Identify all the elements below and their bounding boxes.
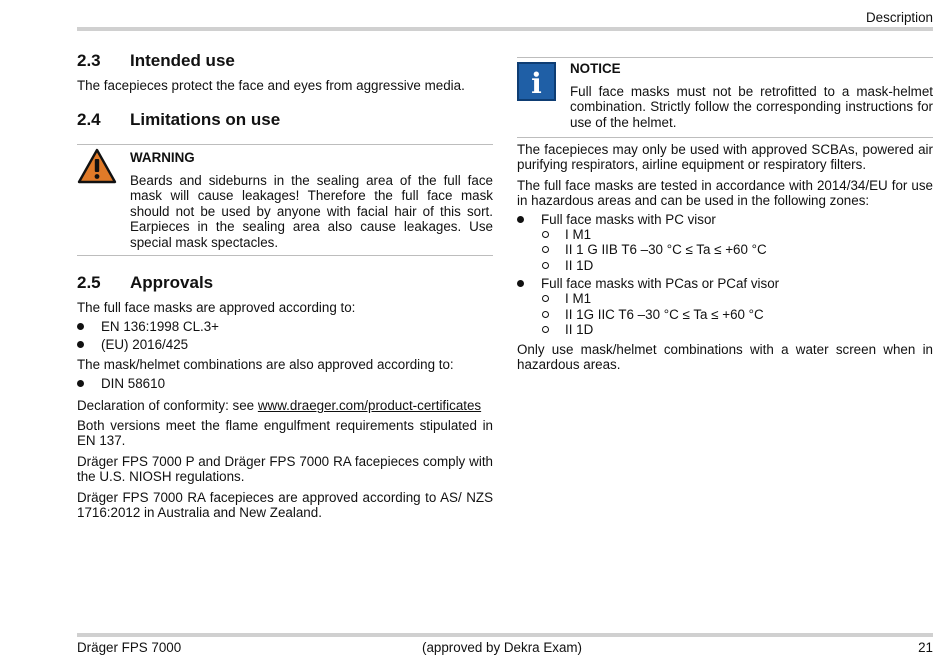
footer-approval: (approved by Dekra Exam) — [422, 640, 583, 655]
page-number: 21 — [918, 640, 933, 655]
header-rule — [77, 27, 933, 31]
svg-text:i: i — [531, 67, 542, 100]
warning-top-rule — [77, 144, 493, 145]
warning-bottom-rule — [77, 255, 493, 256]
footer-rule — [77, 633, 933, 637]
sub-list-item: II 1G IIC T6 –30 °C ≤ Ta ≤ +60 °C — [517, 307, 933, 322]
sub-list-item: II 1D — [517, 322, 933, 337]
niosh-text: Dräger FPS 7000 P and Dräger FPS 7000 RA facepieces comply with the U.S. NIOSH regulations. — [77, 454, 493, 485]
usage-text: The facepieces may only be used with approved SCBAs, powered air purifying respirators, airline equipment or respiratory filters. — [517, 142, 933, 173]
heading-2-3: 2.3 Intended use — [77, 51, 235, 70]
conformity-line: Declaration of conformity: see www.draeger.com/product-certificates — [77, 398, 482, 413]
certificates-link[interactable]: www.draeger.com/product-certificates — [257, 398, 482, 413]
heading-2-5: 2.5 Approvals — [77, 273, 214, 292]
combo-intro: The mask/helmet combinations are also approved according to: — [77, 357, 454, 372]
footer-product: Dräger FPS 7000 — [77, 640, 182, 655]
notice-bottom-rule — [517, 137, 933, 138]
sub-list-item: II 1D — [517, 258, 933, 273]
approvals-intro: The full face masks are approved according to: — [77, 300, 356, 315]
list-item: (EU) 2016/425 — [77, 337, 493, 352]
water-screen-text: Only use mask/helmet combinations with a water screen when in hazardous areas. — [517, 342, 933, 373]
warning-text: Beards and sideburns in the sealing area of the full face mask will cause leakages! Therefore the full face mask should not be used by anyone with facial hair of this sort. Earpieces in the sealing area also cause leakages. Use special mask spectacles. — [130, 173, 493, 250]
info-icon — [517, 62, 556, 101]
warning-title: WARNING — [130, 150, 195, 165]
list-item: DIN 58610 — [77, 376, 493, 391]
warning-triangle-icon — [77, 148, 117, 184]
atex-text: The full face masks are tested in accordance with 2014/34/EU for use in hazardous areas and can be used in the following zones: — [517, 178, 933, 209]
heading-2-4: 2.4 Limitations on use — [77, 110, 281, 129]
sub-list-item: I M1 — [517, 227, 933, 242]
sub-list-item: II 1 G IIB T6 –30 °C ≤ Ta ≤ +60 °C — [517, 242, 933, 257]
running-header: Description — [866, 10, 933, 25]
notice-text: Full face masks must not be retrofitted to a mask-helmet combination. Strictly follow the corresponding instructions for use of the helmet. — [570, 84, 933, 130]
notice-top-rule — [517, 57, 933, 58]
list-item: Full face masks with PCas or PCaf visor — [517, 276, 933, 291]
sub-list-item: I M1 — [517, 291, 933, 306]
flame-text: Both versions meet the flame engulfment requirements stipulated in EN 137. — [77, 418, 493, 449]
asnzs-text: Dräger FPS 7000 RA facepieces are approved according to AS/ NZS 1716:2012 in Australia and New Zealand. — [77, 490, 493, 521]
intended-use-text: The facepieces protect the face and eyes from aggressive media. — [77, 78, 465, 93]
list-item: EN 136:1998 CL.3+ — [77, 319, 493, 334]
notice-title: NOTICE — [570, 61, 621, 76]
list-item: Full face masks with PC visor — [517, 212, 933, 227]
